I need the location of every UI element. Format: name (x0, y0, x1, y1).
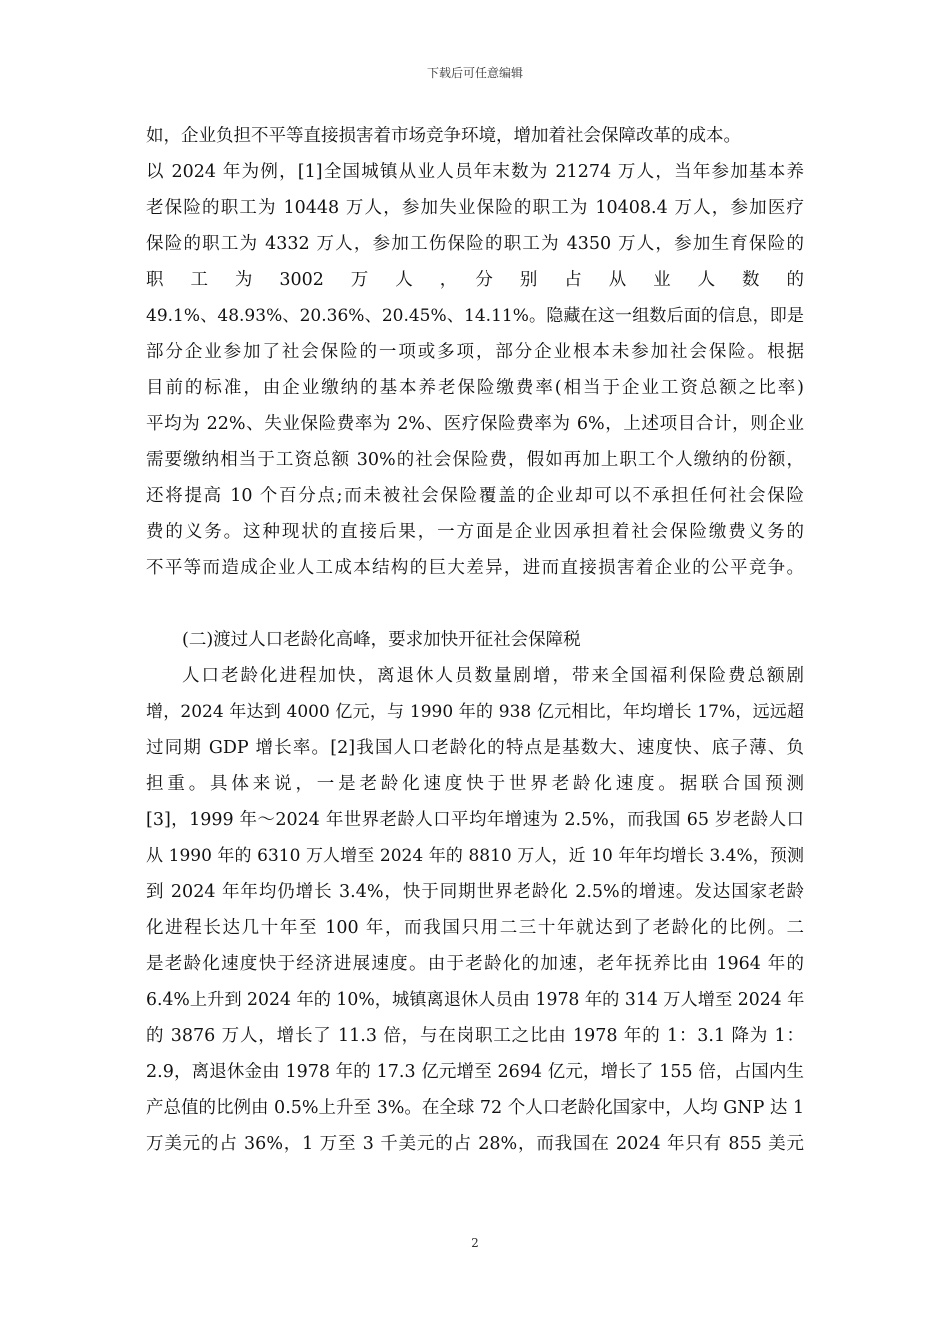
page-number: 2 (471, 1236, 479, 1250)
text-line: 保险的职工为 4332 万人，参加工伤保险的职工为 4350 万人，参加生育保险的 (146, 234, 804, 254)
text-line: 化进程长达几十年至 100 年，而我国只用二三十年就达到了老龄化的比例。二 (146, 918, 804, 938)
text-line: 平均为 22%、失业保险费率为 2%、医疗保险费率为 6%，上述项目合计，则企业 (146, 414, 804, 434)
text-line: 产总值的比例由 0.5%上升至 3%。在全球 72 个人口老龄化国家中，人均 GNP 达 1 (146, 1098, 804, 1118)
text-line: 费的义务。这种现状的直接后果，一方面是企业因承担着社会保险缴费义务的 (146, 522, 804, 542)
text-line: 老保险的职工为 10448 万人，参加失业保险的职工为 10408.4 万人，参加医疗 (146, 198, 804, 218)
text-line: 需要缴纳相当于工资总额 30%的社会保险费，假如再加上职工个人缴纳的份额， (146, 450, 804, 470)
text-line: 目前的标准，由企业缴纳的基本养老保险缴费率(相当于企业工资总额之比率) (146, 378, 804, 398)
text-line: 6.4%上升到 2024 年的 10%，城镇离退休人员由 1978 年的 314 万人增至 2024 年 (146, 990, 804, 1010)
text-line: 49.1%、48.93%、20.36%、20.45%、14.11%。隐藏在这一组数后面的信息，即是 (146, 306, 804, 326)
text-line: 的 3876 万人，增长了 11.3 倍，与在岗职工之比由 1978 年的 1：3.1 降为 1： (146, 1026, 804, 1046)
section-heading: (二)渡过人口老龄化高峰，要求加快开征社会保障税 (182, 630, 581, 650)
page-header: 下载后可任意编辑 (426, 66, 523, 80)
text-line: 从 1990 年的 6310 万人增至 2024 年的 8810 万人，近 10 年年均增长 3.4%，预测 (146, 846, 804, 866)
text-line: 过同期 GDP 增长率。[2]我国人口老龄化的特点是基数大、速度快、底子薄、负 (146, 738, 804, 758)
text-line: 如，企业负担不平等直接损害着市场竞争环境，增加着社会保障改革的成本。 (146, 126, 741, 146)
text-line: 万美元的占 36%，1 万至 3 千美元的占 28%，而我国在 2024 年只有 855 美元 (146, 1134, 804, 1154)
text-line: 是老龄化速度快于经济进展速度。由于老龄化的加速，老年抚养比由 1964 年的 (146, 954, 804, 974)
text-line: 还将提高 10 个百分点;而未被社会保险覆盖的企业却可以不承担任何社会保险 (146, 486, 804, 506)
text-line: 到 2024 年年均仍增长 3.4%，快于同期世界老龄化 2.5%的增速。发达国家老龄 (146, 882, 804, 902)
text-line: 以 2024 年为例，[1]全国城镇从业人员年末数为 21274 万人，当年参加基本养 (146, 162, 804, 182)
text-line: 部分企业参加了社会保险的一项或多项，部分企业根本未参加社会保险。根据 (146, 342, 804, 362)
text-line: 人口老龄化进程加快，离退休人员数量剧增，带来全国福利保险费总额剧 (182, 666, 804, 686)
text-line: 职 工 为 3002 万 人 ， 分 别 占 从 业 人 数 的 (146, 270, 804, 290)
text-line: 2.9，离退休金由 1978 年的 17.3 亿元增至 2694 亿元，增长了 155 倍，占国内生 (146, 1062, 804, 1082)
text-line: [3]，1999 年～2024 年世界老龄人口平均年增速为 2.5%，而我国 65 岁老龄人口 (146, 810, 804, 830)
text-line: 担重。具体来说，一是老龄化速度快于世界老龄化速度。据联合国预测 (146, 774, 804, 794)
text-line: 增，2024 年达到 4000 亿元，与 1990 年的 938 亿元相比，年均增长 17%，远远超 (146, 702, 804, 722)
text-line: 不平等而造成企业人工成本结构的巨大差异，进而直接损害着企业的公平竞争。 (146, 558, 804, 578)
